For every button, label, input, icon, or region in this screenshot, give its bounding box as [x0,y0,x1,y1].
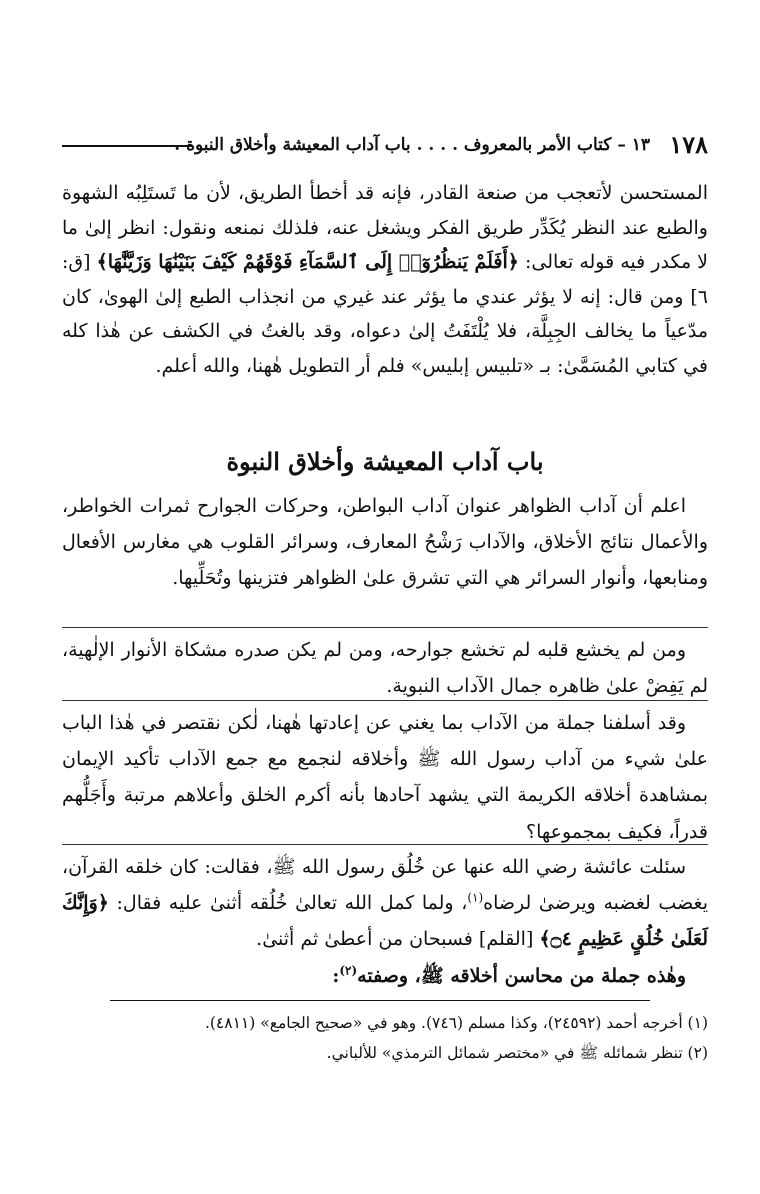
quran-verse-qaf: ﴿أَفَلَمْ يَنظُرُوٓا۟ إِلَى ٱلسَّمَآءِ فَوْقَهُمْ كَيْفَ بَنَيْنَٰهَا وَزَيَّنَّٰهَا﴾ [96,251,519,274]
running-title: ١٣ – كتاب الأمر بالمعروف . . . . باب آداب المعيشة وأخلاق النبوة . [174,135,650,155]
paragraph: ومن لم يخشع قلبه لم تخشع جوارحه، ومن لم يكن صدره مشكاة الأنوار الإلٰهية، لم يَفِضْ علىٰ ظاهره جمال الآداب النبوية. [62,639,708,698]
aisha-paragraph [62,849,708,994]
intro-text-before-verse: المستحسن لأتعجب من صنعة القادر، فإنه قد أخطأ الطريق، لأن ما تَستَلِبُه الشهوة والطبع عند النظر يُكَدِّر طريق الفكر ويشغل عنه، فلذلك نمنعه ونقول: انظر إلىٰ ما لا مكدر فيه قوله تعالى: [62,182,709,274]
aisha-text-1: سئلت عائشة رضي الله عنها عن خُلُق رسول الله ﷺ، فقالت: كان خلقه القرآن، يغضب لغضبه ويرضىٰ لرضاه [62,856,709,915]
aisha-text-2: ، ولما كمل الله تعالىٰ خُلُقه أثنىٰ عليه فقال: [108,892,468,915]
footnote-2: (٢) تنظر شمائله ﷺ في «مختصر شمائل الترمذي» للألباني. [326,1044,708,1062]
paragraph-divider [62,844,708,845]
section-heading: باب آداب المعيشة وأخلاق النبوة [226,447,544,476]
intro-text-after-verse: [ق: ٦] ومن قال: إنه لا يؤثر عندي ما يؤثر عند غيري من انجذاب الطبع إلىٰ الهوىٰ، كان مدّعياً ما يخالف الجِبِلَّة، فلا يُلْتَفَتُ إلىٰ دعواه، وقد بالغتُ في الكشف عن هٰذا كله في كتابي المُسَمَّىٰ: بـ «تلبيس إبليس» فلم أر التطويل هٰهنا، والله أعلم. [62,251,708,377]
paragraph-block-2 [62,632,708,704]
paragraph-block-1 [62,488,708,597]
quran-verse-qalam: ﴿وَإِنَّكَ لَعَلَىٰ خُلُقٍ عَظِيمٍ ۝٤﴾ [62,892,708,951]
closing-line: وهٰذه جملة من محاسن أخلاقه ﷺ، وصفته [357,964,686,987]
paragraph-block-3 [62,705,708,850]
paragraph: اعلم أن آداب الظواهر عنوان آداب البواطن، وحركات الجوارح ثمرات الخواطر، والأعمال نتائج الأخلاق، والآداب رَشْحُ المعارف، وسرائر القلوب هي مغارس الأفعال ومنابعها، وأنوار السرائر هي التي تشرق علىٰ الظواهر فتزينها وتُحَلِّيها. [62,495,708,590]
paragraph-divider [62,700,708,701]
footnote-rule [110,1000,650,1001]
intro-paragraph [62,176,708,384]
paragraph: وقد أسلفنا جملة من الآداب بما يغني عن إعادتها هٰهنا، لٰكن نقتصر في هٰذا الباب علىٰ شيء من آداب رسول الله ﷺ وأخلاقه لنجمع مع جمع الآداب تأكيد الإيمان بمشاهدة أخلاقه الكريمة التي يشهد آحادها بأنه أكرم الخلق وأعلاهم مرتبة وأَجَلُّهم قدراً، فكيف بمجموعها؟ [62,712,708,843]
footnote-marker-2[interactable]: (٢) [339,963,358,978]
footnote-1: (١) أخرجه أحمد (٢٤٥٩٢)، وكذا مسلم (٧٤٦). وهو في «صحيح الجامع» (٤٨١١). [204,1014,708,1032]
footnote-marker-1[interactable]: (١) [467,890,484,905]
aisha-text-3: [القلم] فسبحان من أعطىٰ ثم أثنىٰ. [256,928,540,951]
paragraph-divider [62,627,708,628]
footnotes [62,1008,708,1068]
page-header [62,128,708,162]
header-rule [62,145,192,147]
closing-colon: : [332,964,340,987]
page-number: ١٧٨ [669,130,708,159]
